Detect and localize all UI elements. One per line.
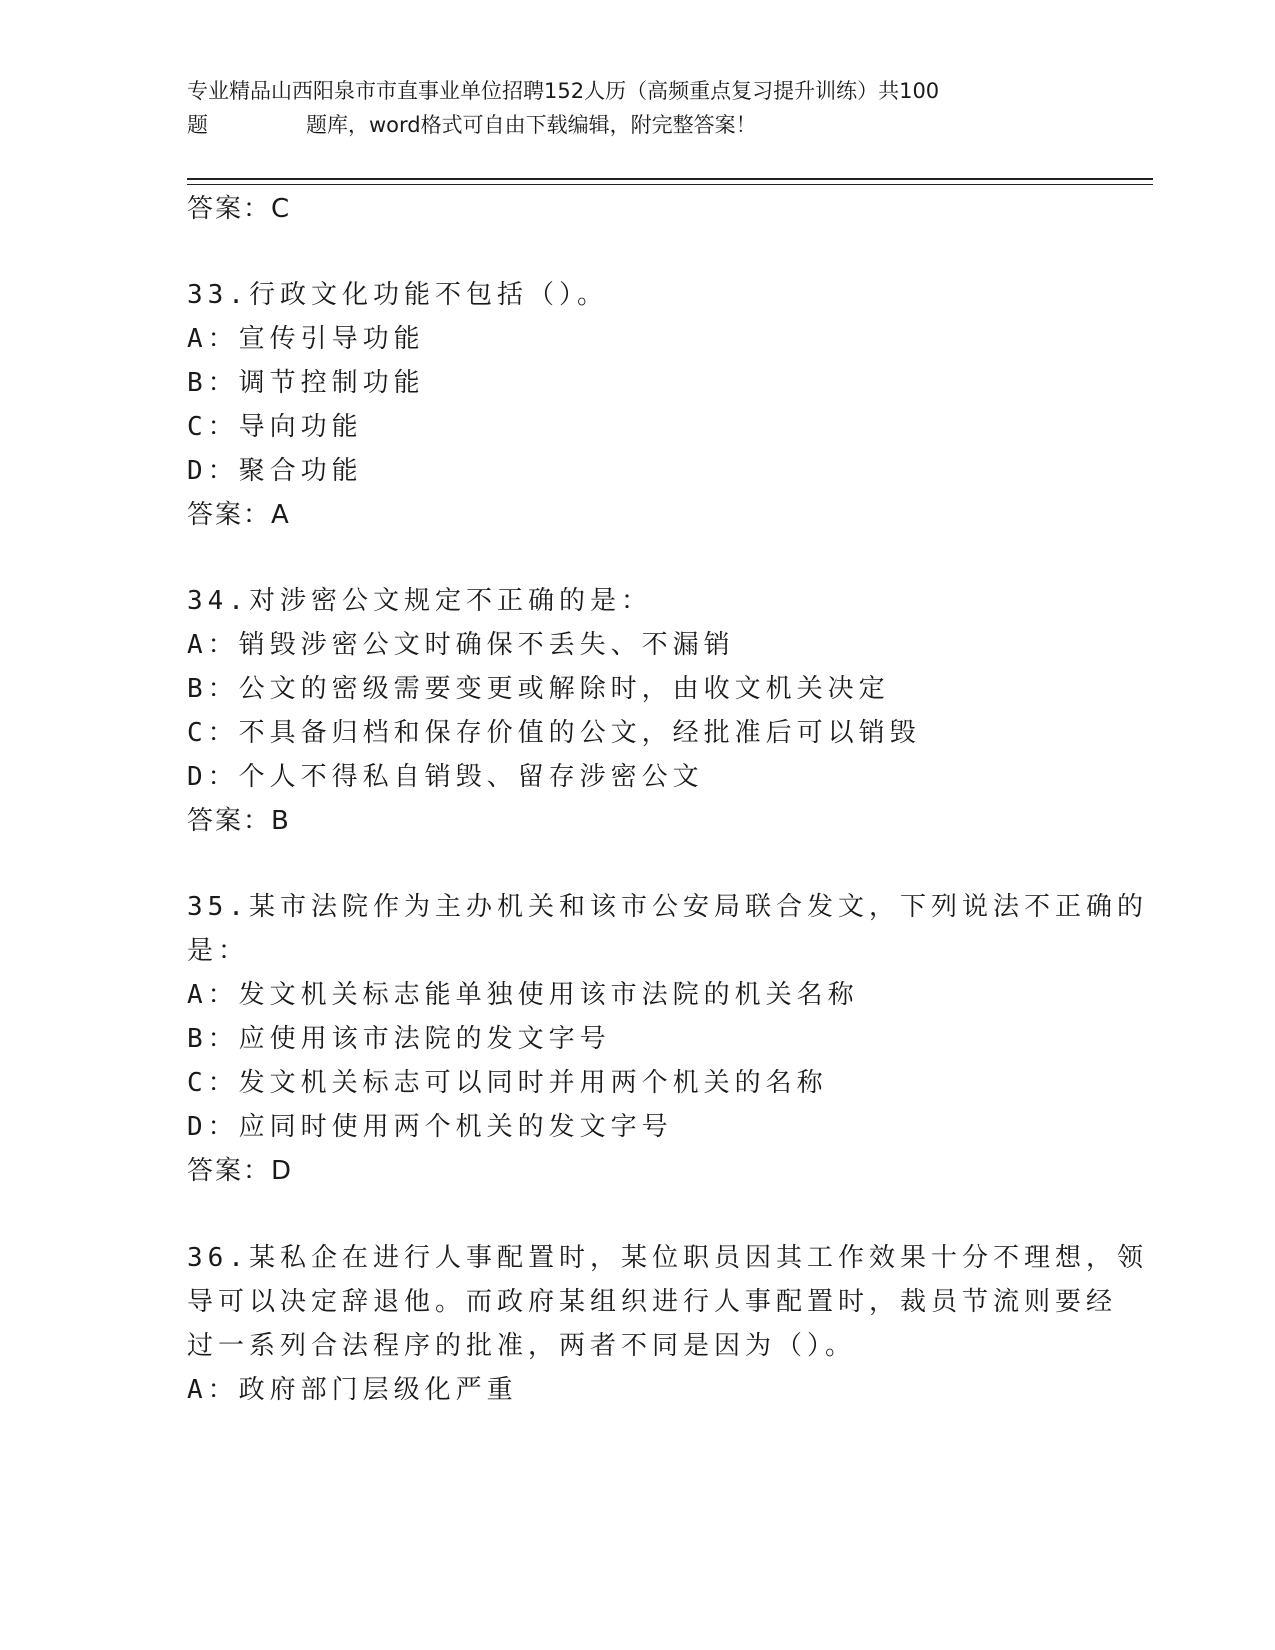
q34-option-b: B：公文的密级需要变更或解除时，由收文机关决定 — [187, 674, 890, 704]
q33-answer: 答案：A — [187, 500, 291, 530]
q34-option-c: C：不具备归档和保存价值的公文，经批准后可以销毁 — [187, 718, 921, 748]
document-header — [187, 74, 1087, 142]
previous-answer: 答案：C — [187, 194, 292, 224]
q36-stem-line-2: 导可以决定辞退他。而政府某组织进行人事配置时，裁员节流则要经 — [187, 1287, 1118, 1317]
q34-answer: 答案：B — [187, 806, 291, 836]
header-line-2-prefix: 题 — [187, 113, 208, 137]
header-divider-thin — [187, 184, 1153, 185]
q35-option-d: D：应同时使用两个机关的发文字号 — [187, 1112, 673, 1142]
q36-stem-line-1: 36.某私企在进行人事配置时，某位职员因其工作效果十分不理想，领 — [187, 1243, 1148, 1273]
q35-option-a: A：发文机关标志能单独使用该市法院的机关名称 — [187, 980, 859, 1010]
q33-option-b: B：调节控制功能 — [187, 368, 425, 398]
q35-option-b: B：应使用该市法院的发文字号 — [187, 1024, 611, 1054]
q34-stem: 34.对涉密公文规定不正确的是： — [187, 586, 652, 616]
header-divider — [187, 178, 1153, 180]
q34-option-d: D：个人不得私自销毁、留存涉密公文 — [187, 762, 704, 792]
q35-answer: 答案：D — [187, 1156, 294, 1186]
q33-option-d: D：聚合功能 — [187, 456, 363, 486]
header-line-1: 专业精品山西阳泉市市直事业单位招聘152人历（高频重点复习提升训练）共100 — [187, 79, 940, 103]
q36-stem-line-3: 过一系列合法程序的批准，两者不同是因为（）。 — [187, 1331, 857, 1361]
q33-option-c: C：导向功能 — [187, 412, 363, 442]
q33-option-a: A：宣传引导功能 — [187, 324, 425, 354]
header-line-2 — [187, 108, 1087, 142]
header-line-2-text: 题库，word格式可自由下载编辑，附完整答案！ — [306, 113, 757, 137]
q35-stem-line-2: 是： — [187, 936, 250, 966]
q36-option-a: A：政府部门层级化严重 — [187, 1375, 518, 1405]
q34-option-a: A：销毁涉密公文时确保不丢失、不漏销 — [187, 630, 735, 660]
q35-stem-line-1: 35.某市法院作为主办机关和该市公安局联合发文，下列说法不正确的 — [187, 892, 1148, 922]
q35-option-c: C：发文机关标志可以同时并用两个机关的名称 — [187, 1068, 828, 1098]
q33-stem: 33.行政文化功能不包括（）。 — [187, 280, 608, 310]
